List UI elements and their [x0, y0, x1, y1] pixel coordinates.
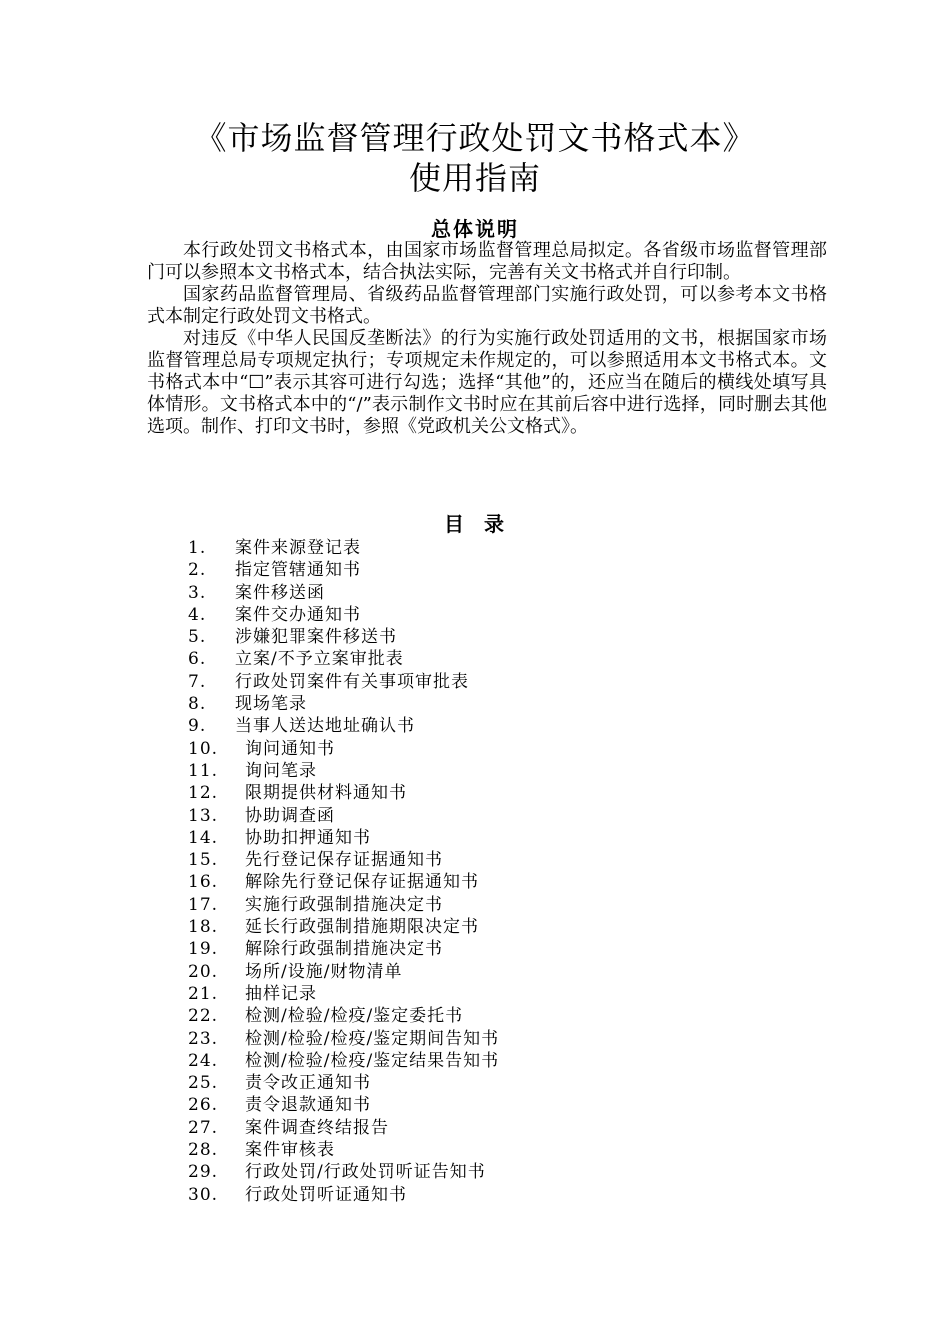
toc-item — [188, 961, 499, 983]
toc-item-number: 4. — [188, 604, 207, 625]
toc-item — [188, 1139, 499, 1161]
toc-item-number: 21. — [188, 983, 219, 1004]
toc-item — [188, 916, 499, 938]
toc-item — [188, 738, 499, 760]
toc-item — [188, 1028, 499, 1050]
document-title: 《市场监督管理行政处罚文书格式本》 — [194, 119, 756, 157]
toc-item-label: 涉嫌犯罪案件移送书 — [235, 627, 397, 648]
toc-item — [188, 1117, 499, 1139]
toc-item-number: 16. — [188, 872, 219, 893]
toc-item-number: 29. — [188, 1162, 219, 1183]
toc-item — [188, 604, 499, 626]
toc-item — [188, 805, 499, 827]
toc-item — [188, 537, 499, 559]
toc-item — [188, 1184, 499, 1206]
toc-item-number: 15. — [188, 850, 219, 871]
toc-item-label: 检测/检验/检疫/鉴定委托书 — [245, 1006, 464, 1027]
toc-item-number: 3. — [188, 582, 207, 603]
toc-item-number: 18. — [188, 917, 219, 938]
toc-item-label: 场所/设施/财物清单 — [245, 961, 403, 982]
toc-item — [188, 1161, 499, 1183]
toc-item — [188, 827, 499, 849]
toc-item-number: 6. — [188, 649, 207, 670]
toc-item-label: 案件交办通知书 — [235, 604, 361, 625]
toc-item — [188, 782, 499, 804]
toc-item-number: 20. — [188, 961, 219, 982]
toc-item-label: 现场笔录 — [235, 694, 307, 715]
toc-item-number: 7. — [188, 671, 207, 692]
toc-item-label: 检测/检验/检疫/鉴定期间告知书 — [245, 1028, 500, 1049]
toc-item-number: 24. — [188, 1050, 219, 1071]
toc-item — [188, 671, 499, 693]
toc-item — [188, 715, 499, 737]
toc-item-label: 检测/检验/检疫/鉴定结果告知书 — [245, 1050, 500, 1071]
toc-item — [188, 983, 499, 1005]
toc-item-label: 解除先行登记保存证据通知书 — [245, 872, 479, 893]
toc-item-number: 14. — [188, 827, 219, 848]
toc-item — [188, 1005, 499, 1027]
toc-item-number: 23. — [188, 1028, 219, 1049]
toc-item-label: 先行登记保存证据通知书 — [245, 850, 443, 871]
toc-item-label: 询问笔录 — [245, 760, 317, 781]
document-subtitle: 使用指南 — [408, 159, 541, 197]
toc-item-label: 责令改正通知书 — [245, 1073, 371, 1094]
toc-item-label: 案件来源登记表 — [235, 538, 361, 558]
toc-item — [188, 760, 499, 782]
toc-item-label: 行政处罚案件有关事项审批表 — [235, 671, 469, 692]
toc-item — [188, 1094, 499, 1116]
table-of-contents — [188, 537, 499, 1206]
toc-item-label: 询问通知书 — [245, 738, 335, 759]
toc-item — [188, 1072, 499, 1094]
toc-item-label: 指定管辖通知书 — [235, 560, 361, 581]
toc-item-number: 13. — [188, 805, 219, 826]
toc-item-number: 11. — [188, 760, 219, 781]
toc-item-number: 5. — [188, 627, 207, 648]
toc-item-number: 1. — [188, 538, 207, 558]
toc-item-label: 行政处罚/行政处罚听证告知书 — [245, 1162, 486, 1183]
toc-item-number: 25. — [188, 1073, 219, 1094]
overview-paragraph: 对违反《中华人民国反垄断法》的行为实施行政处罚适用的文书，根据国家市场监督管理总局专项规定执行；专项规定未作规定的，可以参照适用本文书格式本。文书格式本中“☐”表示其容可进行勾选；选择“其他”的，还应当在随后的横线处填写具体情形。文书格式本中的“/”表示制作文书时应在其前后容中进行选择，同时删去其他选项。制作、打印文书时，参照《党政机关公文格式》。 — [147, 328, 827, 437]
toc-item-number: 30. — [188, 1184, 219, 1205]
toc-item — [188, 582, 499, 604]
toc-item — [188, 871, 499, 893]
toc-item-number: 27. — [188, 1117, 219, 1138]
toc-item-label: 协助调查函 — [245, 805, 335, 826]
toc-item-label: 立案/不予立案审批表 — [235, 649, 404, 670]
toc-item-label: 当事人送达地址确认书 — [235, 716, 415, 737]
toc-item — [188, 693, 499, 715]
toc-item-number: 28. — [188, 1140, 219, 1161]
overview-heading: 总体说明 — [431, 217, 519, 241]
overview-paragraph: 国家药品监督管理局、省级药品监督管理部门实施行政处罚，可以参考本文书格式本制定行政处罚文书格式。 — [147, 284, 827, 327]
toc-item — [188, 559, 499, 581]
toc-item-number: 10. — [188, 738, 219, 759]
toc-item-number: 17. — [188, 894, 219, 915]
toc-item-number: 22. — [188, 1006, 219, 1027]
toc-item-number: 26. — [188, 1095, 219, 1116]
toc-item-label: 协助扣押通知书 — [245, 827, 371, 848]
toc-item — [188, 626, 499, 648]
toc-item-number: 9. — [188, 716, 207, 737]
toc-item-label: 责令退款通知书 — [245, 1095, 371, 1116]
toc-item-label: 抽样记录 — [245, 983, 317, 1004]
toc-item-number: 2. — [188, 560, 207, 581]
toc-item — [188, 849, 499, 871]
toc-item — [188, 1050, 499, 1072]
toc-item-label: 解除行政强制措施决定书 — [245, 939, 443, 960]
toc-item-label: 行政处罚听证通知书 — [245, 1184, 407, 1205]
toc-item-label: 案件调查终结报告 — [245, 1117, 389, 1138]
toc-heading: 目 录 — [444, 512, 506, 536]
toc-item-number: 8. — [188, 694, 207, 715]
toc-item — [188, 648, 499, 670]
toc-item — [188, 938, 499, 960]
toc-item-label: 案件移送函 — [235, 582, 325, 603]
toc-item-number: 12. — [188, 783, 219, 804]
toc-item-label: 延长行政强制措施期限决定书 — [245, 917, 479, 938]
toc-item-label: 限期提供材料通知书 — [245, 783, 407, 804]
toc-item-label: 案件审核表 — [245, 1140, 335, 1161]
toc-item — [188, 894, 499, 916]
toc-item-number: 19. — [188, 939, 219, 960]
overview-body — [147, 240, 827, 438]
overview-paragraph: 本行政处罚文书格式本，由国家市场监督管理总局拟定。各省级市场监督管理部门可以参照本文书格式本，结合执法实际，完善有关文书格式并自行印制。 — [147, 240, 827, 283]
toc-item-label: 实施行政强制措施决定书 — [245, 894, 443, 915]
